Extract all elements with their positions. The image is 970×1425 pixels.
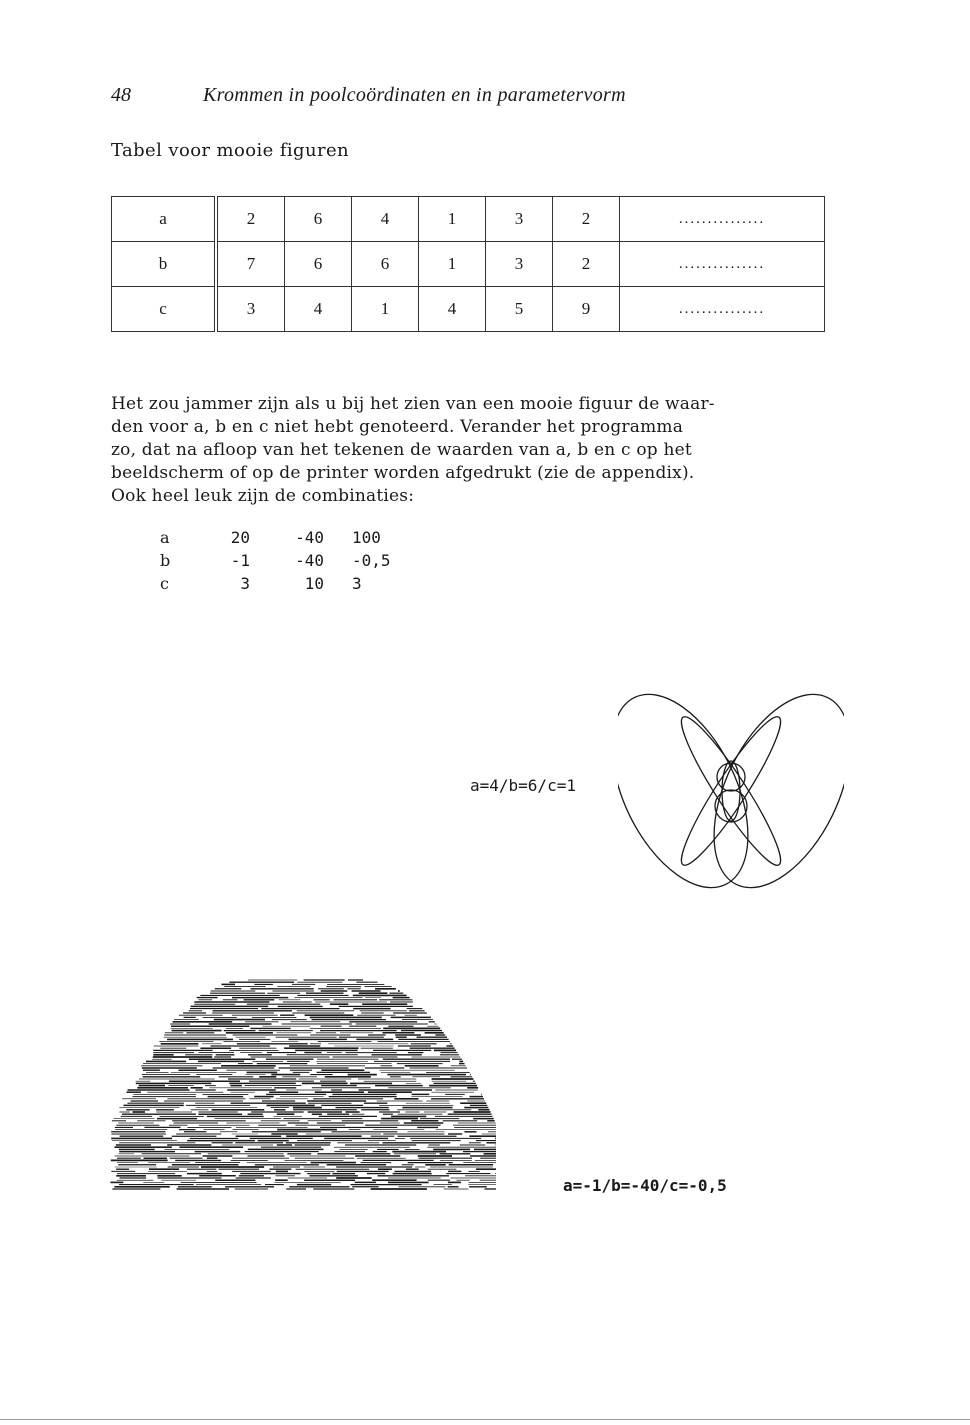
table-cell: 7 xyxy=(216,242,285,287)
figure2-caption: a=-1/b=-40/c=-0,5 xyxy=(563,1176,727,1195)
combination-value: -0,5 xyxy=(352,551,391,570)
table-row xyxy=(112,287,825,332)
table-cell: 1 xyxy=(419,242,486,287)
combination-label: b xyxy=(160,551,171,570)
hatched-curve-figure xyxy=(108,972,498,1196)
table-cell: 3 xyxy=(216,287,285,332)
row-label: a xyxy=(112,197,217,242)
table-cell: 5 xyxy=(486,287,553,332)
table-cell: 6 xyxy=(352,242,419,287)
paragraph-line: den voor a, b en c niet hebt genoteerd. Verander het programma xyxy=(111,417,684,437)
empty-cell-dots: ............... xyxy=(620,287,825,332)
outer-loop-left xyxy=(618,682,776,900)
combinations-list xyxy=(160,528,460,597)
combination-label: a xyxy=(160,528,170,547)
table-row xyxy=(112,242,825,287)
combination-row xyxy=(160,528,460,551)
combination-row xyxy=(160,551,460,574)
table-cell: 4 xyxy=(352,197,419,242)
combination-value: 3 xyxy=(352,574,362,593)
combination-value: -40 xyxy=(295,551,324,570)
table-cell: 1 xyxy=(352,287,419,332)
hatch-lines xyxy=(110,980,496,1189)
combination-label: c xyxy=(160,574,169,593)
row-label: b xyxy=(112,242,217,287)
values-table xyxy=(111,196,825,332)
body-paragraph xyxy=(111,393,851,508)
parametric-curve-figure xyxy=(618,682,844,900)
table-cell: 9 xyxy=(553,287,620,332)
combination-value: 100 xyxy=(352,528,381,547)
combination-value: -1 xyxy=(230,551,250,570)
table-cell: 3 xyxy=(486,242,553,287)
empty-cell-dots: ............... xyxy=(620,197,825,242)
paragraph-line: zo, dat na afloop van het tekenen de waarden van a, b en c op het xyxy=(111,440,692,460)
table-cell: 2 xyxy=(553,242,620,287)
empty-cell-dots: ............... xyxy=(620,242,825,287)
combination-value: 3 xyxy=(240,574,250,593)
page-number: 48 xyxy=(111,84,131,106)
page-bottom-rule xyxy=(0,1419,970,1420)
combination-value: -40 xyxy=(295,528,324,547)
paragraph-line: Ook heel leuk zijn de combinaties: xyxy=(111,486,415,506)
outer-loop-right xyxy=(686,682,844,900)
combination-value: 20 xyxy=(230,528,250,547)
table-cell: 4 xyxy=(285,287,352,332)
table-title: Tabel voor mooie figuren xyxy=(111,140,350,161)
table-cell: 6 xyxy=(285,242,352,287)
combination-row xyxy=(160,574,460,597)
table-cell: 4 xyxy=(419,287,486,332)
table-row xyxy=(112,197,825,242)
running-title: Krommen in poolcoördinaten en in parametervorm xyxy=(203,84,626,106)
table-cell: 3 xyxy=(486,197,553,242)
table-cell: 6 xyxy=(285,197,352,242)
figure1-caption: a=4/b=6/c=1 xyxy=(470,776,576,795)
combination-value: 10 xyxy=(304,574,324,593)
table-cell: 2 xyxy=(216,197,285,242)
table-cell: 1 xyxy=(419,197,486,242)
paragraph-line: beeldscherm of op de printer worden afgedrukt (zie de appendix). xyxy=(111,463,695,483)
row-label: c xyxy=(112,287,217,332)
table-cell: 2 xyxy=(553,197,620,242)
paragraph-line: Het zou jammer zijn als u bij het zien van een mooie figuur de waar- xyxy=(111,394,715,414)
